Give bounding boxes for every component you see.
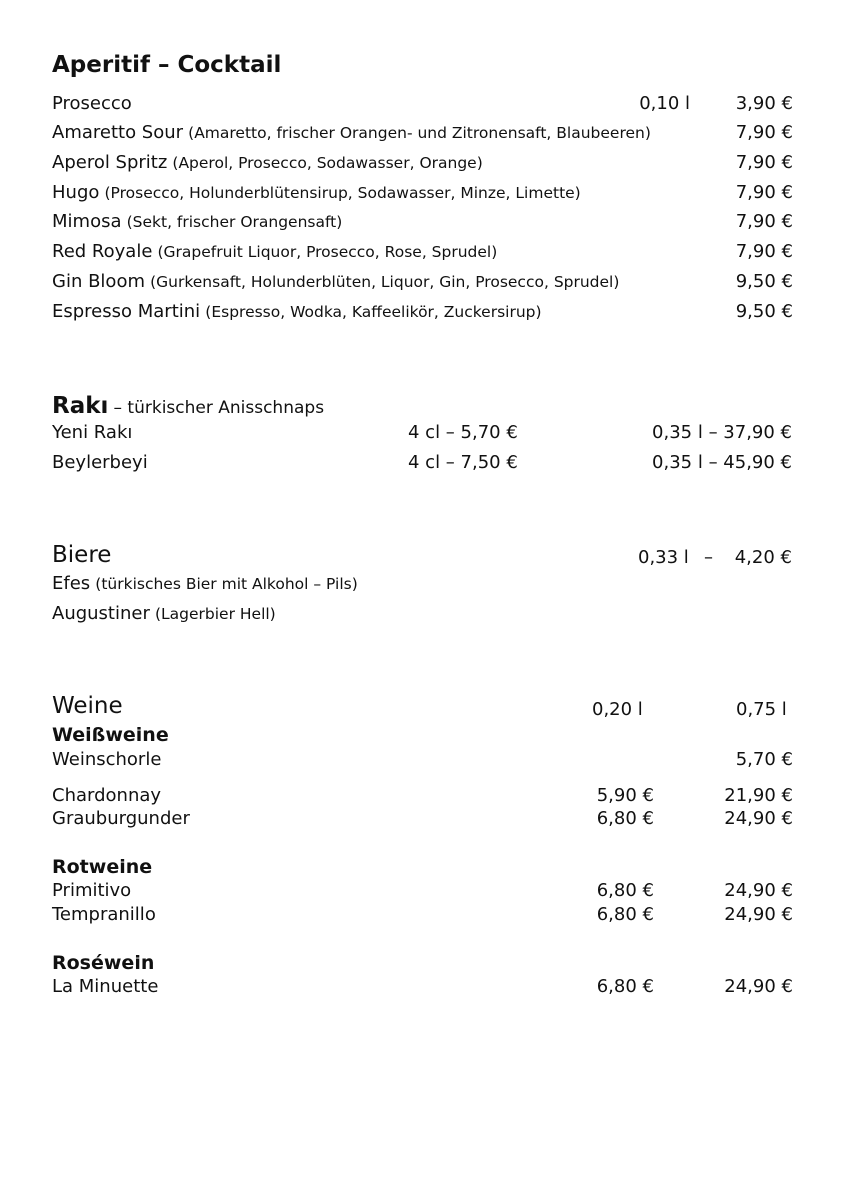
- menu-item-price: 3,90 €: [735, 93, 793, 114]
- menu-item: [52, 152, 483, 173]
- menu-item-description: (Grapefruit Liquor, Prosecco, Rose, Sprudel): [157, 243, 498, 261]
- menu-item-name: Efes: [52, 573, 91, 594]
- menu-item-small-price: 6,80 €: [596, 808, 654, 829]
- menu-item: [52, 122, 651, 143]
- menu-item: [52, 573, 358, 594]
- section-subtitle-raki: – türkischer Anisschnaps: [113, 398, 325, 418]
- section-header-raki: [52, 393, 324, 419]
- menu-item-large-price: 24,90 €: [724, 976, 793, 997]
- beer-price: 4,20 €: [734, 547, 792, 568]
- menu-item-description: (Prosecco, Holunderblütensirup, Sodawasser, Minze, Limette): [104, 184, 581, 202]
- menu-item-large-price: 21,90 €: [724, 785, 793, 806]
- subsection-title-rotweine: Rotweine: [52, 856, 153, 878]
- menu-item: [52, 271, 619, 292]
- menu-item-small-price: 6,80 €: [596, 880, 654, 901]
- section-title-raki: Rakı: [52, 393, 109, 419]
- menu-item-name: Espresso Martini: [52, 301, 201, 322]
- wine-column-large: 0,75 l: [736, 699, 787, 720]
- menu-item-name: Beylerbeyi: [52, 452, 148, 473]
- menu-item-size: 0,10 l: [639, 93, 690, 114]
- menu-item-large-price: 5,70 €: [735, 749, 793, 770]
- menu-item-name: Hugo: [52, 182, 100, 203]
- menu-item: [52, 603, 276, 624]
- menu-item-price: 7,90 €: [735, 122, 793, 143]
- menu-item-price: 7,90 €: [735, 241, 793, 262]
- menu-item: [52, 211, 342, 232]
- menu-item-small-price: 6,80 €: [596, 976, 654, 997]
- menu-item-description: (Sekt, frischer Orangensaft): [126, 213, 343, 231]
- menu-item-small-price: 4 cl – 7,50 €: [408, 452, 518, 473]
- menu-item-name: Gin Bloom: [52, 271, 145, 292]
- menu-item-name: Weinschorle: [52, 749, 162, 770]
- menu-item-name: Mimosa: [52, 211, 122, 232]
- beer-size: 0,33 l: [638, 547, 689, 568]
- menu-item-small-price: 5,90 €: [596, 785, 654, 806]
- menu-item-large-price: 0,35 l – 45,90 €: [652, 452, 792, 473]
- subsection-title-rosewein: Roséwein: [52, 952, 155, 974]
- menu-item: [52, 301, 542, 322]
- menu-item-price: 9,50 €: [735, 271, 793, 292]
- menu-item: [52, 182, 581, 203]
- beer-dash: –: [704, 547, 713, 568]
- menu-item-name: Yeni Rakı: [52, 422, 133, 443]
- menu-item-large-price: 24,90 €: [724, 904, 793, 925]
- menu-item-description: (Aperol, Prosecco, Sodawasser, Orange): [172, 154, 483, 172]
- menu-item-name: Amaretto Sour: [52, 122, 184, 143]
- menu-item-description: (Gurkensaft, Holunderblüten, Liquor, Gin, Prosecco, Sprudel): [150, 273, 620, 291]
- section-title-biere: Biere: [52, 542, 112, 568]
- menu-item-large-price: 0,35 l – 37,90 €: [652, 422, 792, 443]
- menu-item-description: (türkisches Bier mit Alkohol – Pils): [95, 575, 358, 593]
- subsection-title-weissweine: Weißweine: [52, 724, 169, 746]
- menu-item-name: Augustiner: [52, 603, 150, 624]
- wine-column-small: 0,20 l: [592, 699, 643, 720]
- menu-item-price: 7,90 €: [735, 211, 793, 232]
- menu-item-name: Aperol Spritz: [52, 152, 168, 173]
- menu-item-name: Tempranillo: [52, 904, 156, 925]
- menu-item-name: Prosecco: [52, 93, 132, 114]
- menu-item-name: Chardonnay: [52, 785, 162, 806]
- menu-item-name: Grauburgunder: [52, 808, 190, 829]
- menu-item-description: (Lagerbier Hell): [154, 605, 276, 623]
- menu-item-small-price: 4 cl – 5,70 €: [408, 422, 518, 443]
- section-title-aperitif: Aperitif – Cocktail: [52, 52, 282, 78]
- menu-item: [52, 241, 497, 262]
- menu-item-description: (Espresso, Wodka, Kaffeelikör, Zuckersirup): [205, 303, 542, 321]
- menu-item-description: (Amaretto, frischer Orangen- und Zitronensaft, Blaubeeren): [188, 124, 651, 142]
- menu-item-price: 7,90 €: [735, 152, 793, 173]
- menu-item-price: 9,50 €: [735, 301, 793, 322]
- section-title-weine: Weine: [52, 693, 123, 719]
- menu-item-price: 7,90 €: [735, 182, 793, 203]
- menu-item-small-price: 6,80 €: [596, 904, 654, 925]
- menu-item-name: La Minuette: [52, 976, 159, 997]
- menu-item-large-price: 24,90 €: [724, 808, 793, 829]
- menu-item-large-price: 24,90 €: [724, 880, 793, 901]
- menu-item-name: Primitivo: [52, 880, 132, 901]
- menu-item-name: Red Royale: [52, 241, 153, 262]
